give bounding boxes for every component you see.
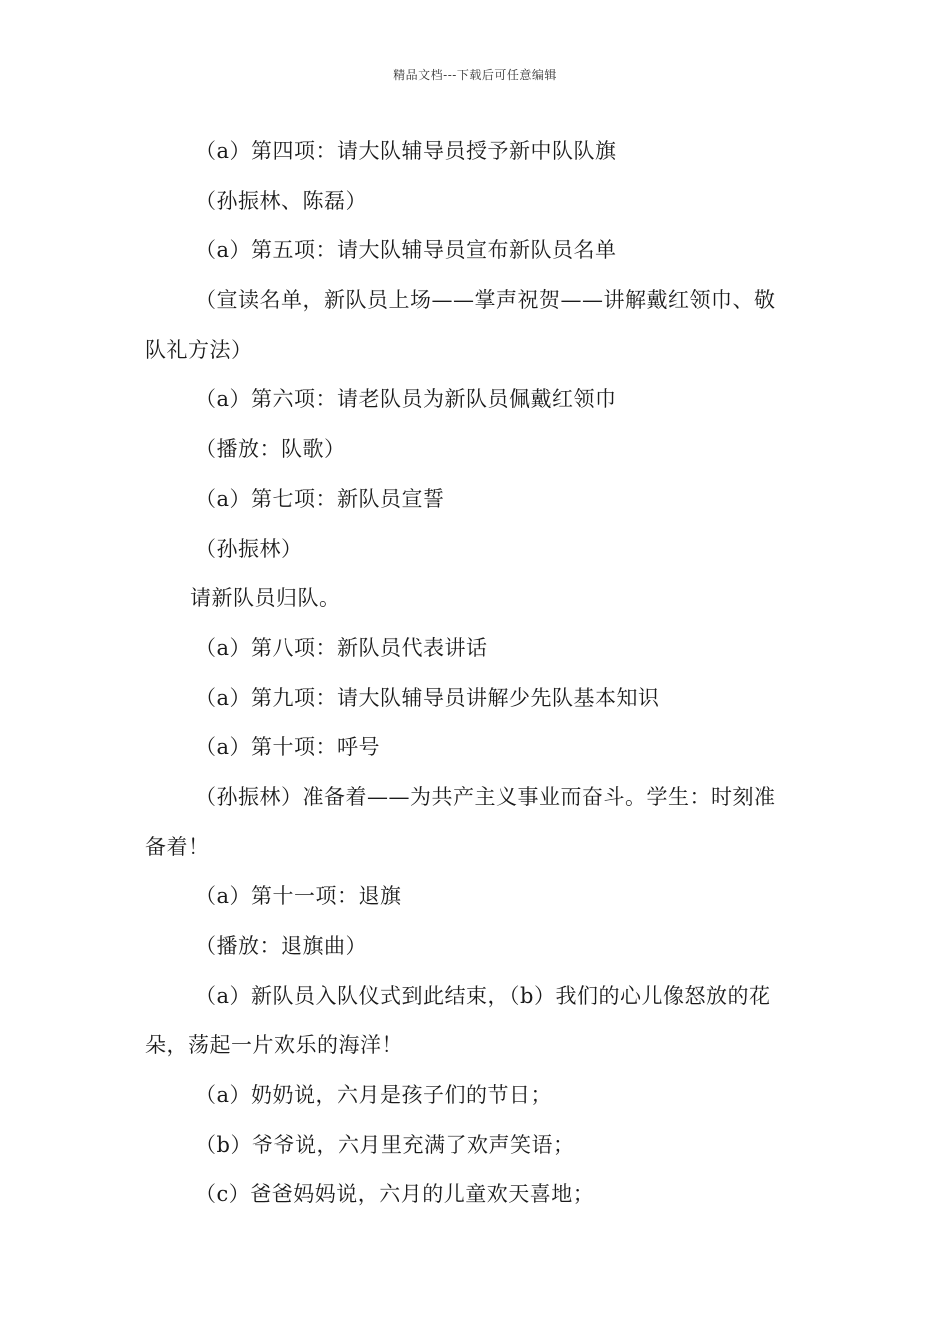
paragraph-parents: （c）爸爸妈妈说，六月的儿童欢天喜地； <box>195 1182 595 1207</box>
paragraph-closing-line1: （a）新队员入队仪式到此结束，（b）我们的心儿像怒放的花 <box>195 983 771 1008</box>
paragraph-oath-line2: 备着！ <box>145 834 210 859</box>
paragraph-names-2: （孙振林） <box>195 536 303 561</box>
paragraph-item-10: （a）第十项：呼号 <box>195 735 381 760</box>
paragraph-item-11: （a）第十一项：退旗 <box>195 884 402 909</box>
paragraph-oath-line1: （孙振林）准备着——为共产主义事业而奋斗。学生：时刻准 <box>195 784 776 809</box>
paragraph-announce-list-line1: （宣读名单，新队员上场——掌声祝贺——讲解戴红领巾、敬 <box>195 288 776 313</box>
paragraph-play-retreat: （播放：退旗曲） <box>195 934 367 958</box>
paragraph-play-anthem: （播放：队歌） <box>195 437 346 462</box>
paragraph-item-6: （a）第六项：请老队员为新队员佩戴红领巾 <box>195 387 617 412</box>
paragraph-names-1: （孙振林、陈磊） <box>195 188 367 213</box>
paragraph-closing <box>145 979 810 1078</box>
paragraph-grandpa: （b）爷爷说，六月里充满了欢声笑语； <box>195 1132 575 1157</box>
paragraph-item-8: （a）第八项：新队员代表讲话 <box>195 635 488 660</box>
paragraph-grandma: （a）奶奶说，六月是孩子们的节日； <box>195 1083 553 1108</box>
paragraph-announce-list <box>145 283 810 382</box>
paragraph-oath <box>145 780 810 879</box>
document-body <box>145 134 810 1227</box>
paragraph-item-5: （a）第五项：请大队辅导员宣布新队员名单 <box>195 238 617 263</box>
paragraph-closing-line2: 朵，荡起一片欢乐的海洋！ <box>145 1033 403 1058</box>
page-header: 精品文档---下载后可任意编辑 <box>393 68 557 82</box>
paragraph-announce-list-line2: 队礼方法） <box>145 337 253 362</box>
paragraph-item-9: （a）第九项：请大队辅导员讲解少先队基本知识 <box>195 685 660 710</box>
paragraph-item-7: （a）第七项：新队员宣誓 <box>195 486 445 511</box>
paragraph-item-4: （a）第四项：请大队辅导员授予新中队队旗 <box>195 139 617 163</box>
paragraph-return: 请新队员归队。 <box>190 586 341 611</box>
